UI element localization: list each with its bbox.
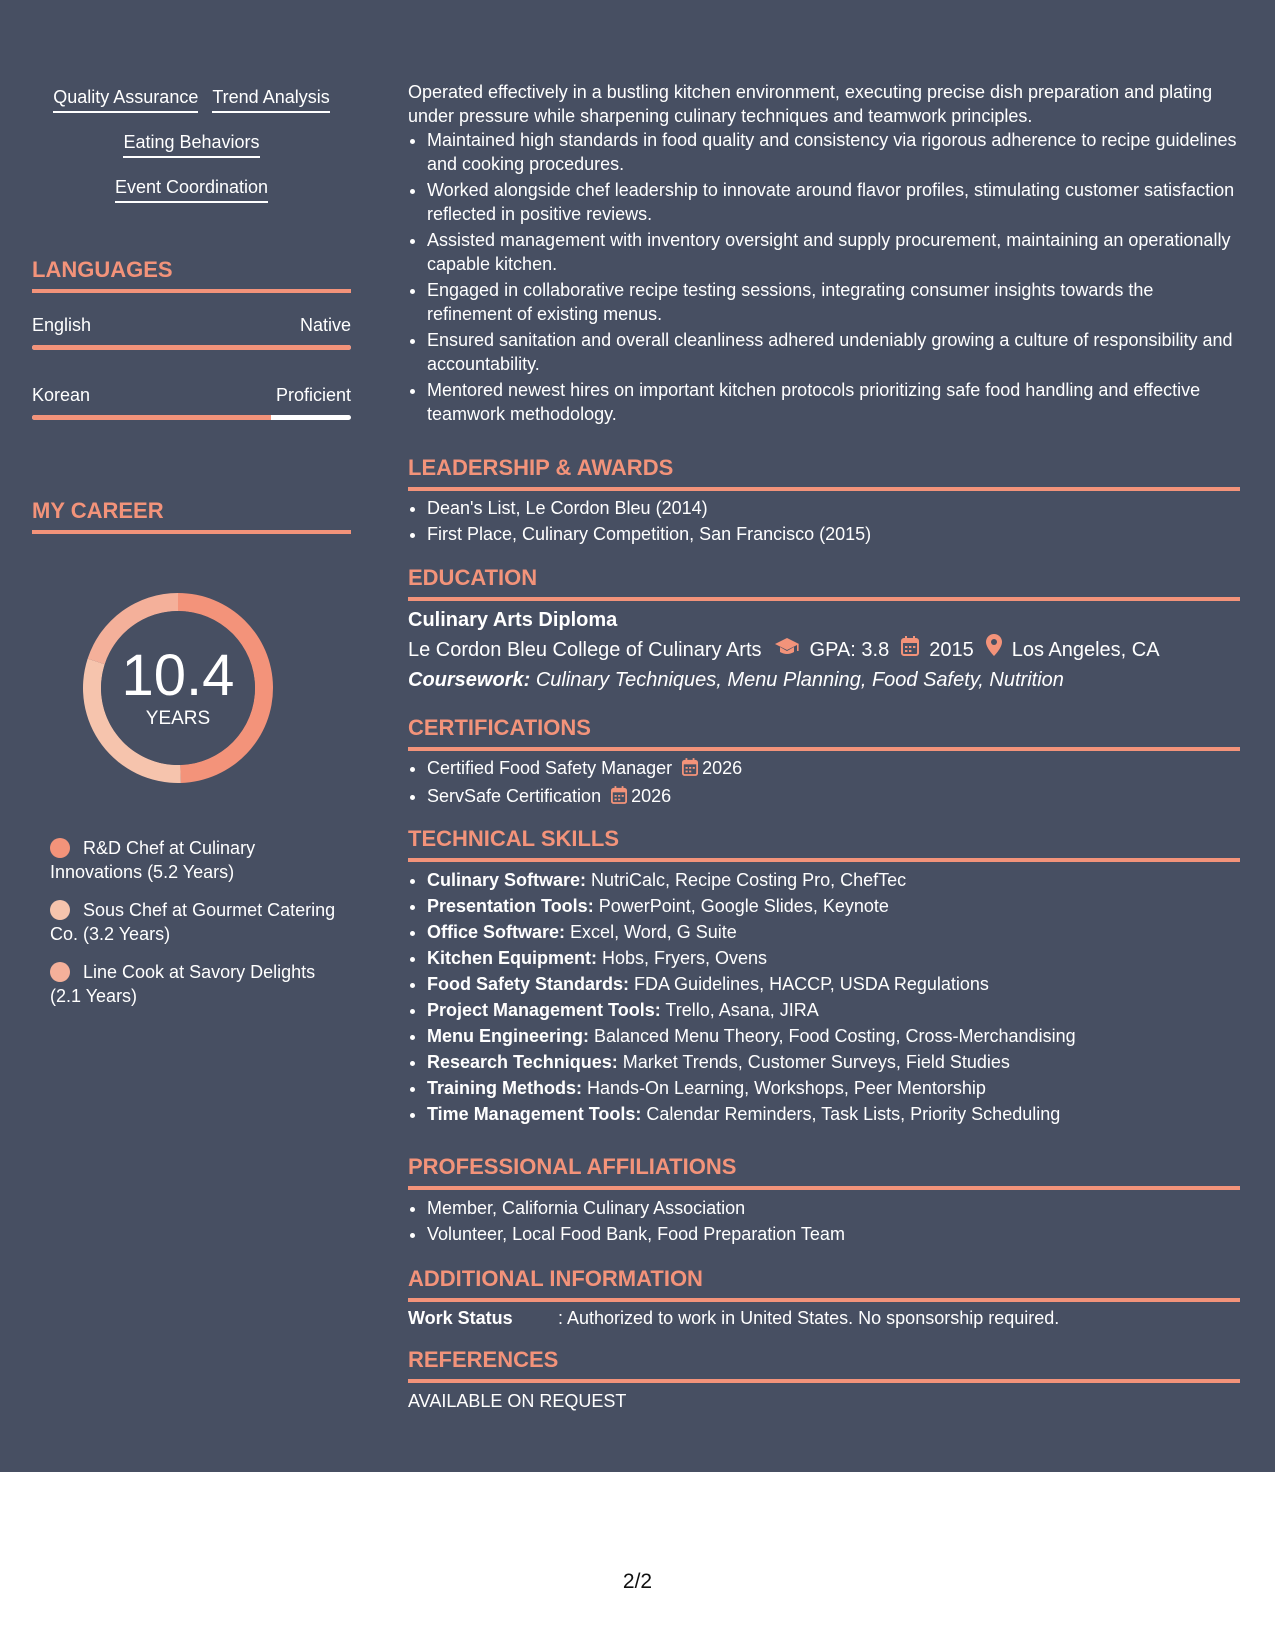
skill-tag-row	[32, 86, 351, 131]
skill-label: Time Management Tools:	[427, 1104, 642, 1124]
skill-value: PowerPoint, Google Slides, Keynote	[598, 896, 889, 916]
language-bar	[32, 415, 351, 420]
education-details	[408, 634, 1240, 665]
skill-value: Hands-On Learning, Workshops, Peer Mentorship	[587, 1078, 986, 1098]
technical-skill-item	[427, 920, 1240, 944]
skill-tag: Quality Assurance	[53, 86, 198, 113]
skill-value: Balanced Menu Theory, Food Costing, Cross-Merchandising	[594, 1026, 1076, 1046]
references-text: AVAILABLE ON REQUEST	[408, 1391, 627, 1411]
education-block	[408, 606, 1240, 695]
experience-bullet: • Ensured sanitation and overall cleanliness adhered undeniably growing a culture of responsibility and accountability.	[427, 328, 1240, 376]
language-name: English	[32, 315, 92, 335]
experience-bullet: • Worked alongside chef leadership to innovate around flavor profiles, stimulating customer satisfaction reflected in positive reviews.	[427, 178, 1240, 226]
skill-tag-row	[32, 176, 351, 221]
graduation-cap-icon	[774, 635, 800, 665]
skill-tag-row	[32, 131, 351, 176]
coursework-value: Culinary Techniques, Menu Planning, Food Safety, Nutrition	[535, 669, 1064, 691]
certification-name: ServSafe Certification	[427, 786, 602, 806]
technical-skill-item	[427, 972, 1240, 996]
certification-item	[427, 784, 1240, 810]
skill-label: Research Techniques:	[427, 1052, 618, 1072]
technical-skill-item	[427, 1024, 1240, 1048]
career-item-label: Line Cook at Savory Delights (2.1 Years)	[50, 962, 316, 1006]
skill-value: Trello, Asana, JIRA	[665, 1000, 819, 1020]
skill-value: Calendar Reminders, Task Lists, Priority Scheduling	[646, 1104, 1061, 1124]
education-year: 2015	[929, 638, 974, 661]
skill-tag: Eating Behaviors	[123, 131, 259, 158]
career-item	[50, 898, 340, 946]
awards-list	[408, 496, 1240, 546]
additional-info-block	[408, 1306, 1240, 1330]
experience-block	[408, 80, 1240, 428]
certification-year: 2026	[702, 758, 743, 778]
career-donut-chart	[65, 575, 291, 801]
legend-dot-icon	[50, 838, 70, 858]
skill-label: Office Software:	[427, 922, 566, 942]
skill-label: Food Safety Standards:	[427, 974, 630, 994]
affiliations-title: PROFESSIONAL AFFILIATIONS	[408, 1154, 1240, 1190]
certifications-title: CERTIFICATIONS	[408, 715, 1240, 751]
language-bar-fill	[32, 345, 351, 350]
affiliation-item: • Volunteer, Local Food Bank, Food Preparation Team	[427, 1222, 1240, 1246]
career-title: MY CAREER	[32, 498, 351, 534]
calendar-icon	[901, 635, 919, 665]
additional-info-title: ADDITIONAL INFORMATION	[408, 1266, 1240, 1302]
technical-skill-item	[427, 1102, 1240, 1126]
certification-year: 2026	[631, 786, 672, 806]
experience-bullets	[408, 128, 1240, 426]
awards-title: LEADERSHIP & AWARDS	[408, 455, 1240, 491]
skill-value: FDA Guidelines, HACCP, USDA Regulations	[634, 974, 989, 994]
skill-value: Market Trends, Customer Surveys, Field Studies	[622, 1052, 1010, 1072]
education-location: Los Angeles, CA	[1011, 638, 1160, 661]
calendar-icon	[611, 786, 627, 810]
technical-skills-list	[408, 868, 1240, 1126]
technical-skills-block	[408, 868, 1240, 1128]
skill-value: Hobs, Fryers, Ovens	[602, 948, 768, 968]
skill-tags	[32, 86, 351, 221]
legend-dot-icon	[50, 900, 70, 920]
career-total-years: 10.4	[121, 643, 235, 708]
awards-list-block	[408, 496, 1240, 548]
education-title: EDUCATION	[408, 565, 1240, 601]
language-bar-fill	[32, 415, 271, 420]
career-legend	[50, 836, 340, 1022]
language-name: Korean	[32, 385, 91, 405]
technical-skill-item	[427, 1076, 1240, 1100]
page-number: 2/2	[622, 1570, 653, 1593]
skill-label: Menu Engineering:	[427, 1026, 589, 1046]
career-item-label: R&D Chef at Culinary Innovations (5.2 Years)	[50, 838, 256, 882]
skill-value: Excel, Word, G Suite	[570, 922, 737, 942]
skill-label: Culinary Software:	[427, 870, 587, 890]
technical-skill-item	[427, 868, 1240, 892]
certifications-block	[408, 756, 1240, 812]
work-status-value: : Authorized to work in United States. No sponsorship required.	[558, 1308, 1060, 1328]
skill-label: Training Methods:	[427, 1078, 582, 1098]
location-pin-icon	[986, 634, 1002, 665]
education-gpa: GPA: 3.8	[809, 638, 890, 661]
experience-summary: Operated effectively in a bustling kitchen environment, executing precise dish preparation and plating under pressure while sharpening culinary techniques and teamwork principles.	[408, 82, 1213, 126]
skill-value: NutriCalc, Recipe Costing Pro, ChefTec	[591, 870, 907, 890]
skill-tag: Event Coordination	[115, 176, 268, 203]
technical-skills-title: TECHNICAL SKILLS	[408, 826, 1240, 862]
education-school: Le Cordon Bleu College of Culinary Arts	[408, 638, 762, 661]
certification-item	[427, 756, 1240, 782]
legend-dot-icon	[50, 962, 70, 982]
award-item: • First Place, Culinary Competition, San Francisco (2015)	[427, 522, 1240, 546]
experience-bullet: • Mentored newest hires on important kitchen protocols prioritizing safe food handling and effective teamwork methodology.	[427, 378, 1240, 426]
award-item: • Dean's List, Le Cordon Bleu (2014)	[427, 496, 1240, 520]
references-title: REFERENCES	[408, 1347, 1240, 1383]
language-level: Native	[299, 315, 351, 335]
affiliations-list	[408, 1196, 1240, 1246]
certification-name: Certified Food Safety Manager	[427, 758, 673, 778]
skill-tag: Trend Analysis	[212, 86, 329, 113]
skill-label: Kitchen Equipment:	[427, 948, 597, 968]
career-item-label: Sous Chef at Gourmet Catering Co. (3.2 Years)	[50, 900, 336, 944]
technical-skill-item	[427, 946, 1240, 970]
work-status	[408, 1306, 1240, 1330]
education-coursework	[408, 665, 1240, 695]
language-english	[32, 314, 351, 350]
experience-bullet: • Engaged in collaborative recipe testing sessions, integrating consumer insights towards the refinement of existing menus.	[427, 278, 1240, 326]
skill-label: Presentation Tools:	[427, 896, 594, 916]
education-degree: Culinary Arts Diploma	[408, 609, 618, 631]
experience-bullet: • Maintained high standards in food quality and consistency via rigorous adherence to recipe guidelines and cooking procedures.	[427, 128, 1240, 176]
career-years-unit: YEARS	[145, 708, 211, 729]
calendar-icon	[682, 758, 698, 782]
skill-label: Project Management Tools:	[427, 1000, 661, 1020]
language-korean	[32, 384, 351, 420]
career-item	[50, 836, 340, 884]
experience-bullet: • Assisted management with inventory oversight and supply procurement, maintaining an operationally capable kitchen.	[427, 228, 1240, 276]
technical-skill-item	[427, 1050, 1240, 1074]
affiliations-block	[408, 1196, 1240, 1248]
coursework-label: Coursework:	[408, 669, 531, 691]
certifications-list	[408, 756, 1240, 810]
language-bar	[32, 345, 351, 350]
work-status-label: Work Status	[408, 1308, 513, 1328]
language-level: Proficient	[275, 385, 351, 405]
career-item	[50, 960, 340, 1008]
affiliation-item: • Member, California Culinary Association	[427, 1196, 1240, 1220]
languages-title: LANGUAGES	[32, 257, 351, 293]
references-block	[408, 1389, 1240, 1413]
technical-skill-item	[427, 998, 1240, 1022]
technical-skill-item	[427, 894, 1240, 918]
